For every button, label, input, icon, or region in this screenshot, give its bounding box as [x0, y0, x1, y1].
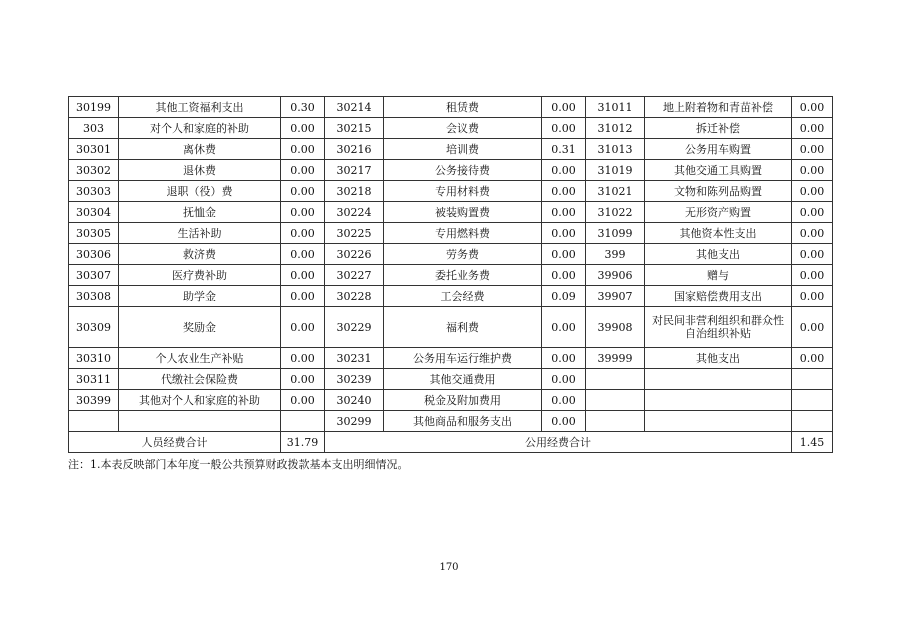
- code-cell: 30229: [325, 307, 384, 348]
- name-cell: 其他支出: [645, 348, 792, 369]
- amount-cell: 0.00: [542, 97, 586, 118]
- code-cell: 31013: [586, 139, 645, 160]
- public-total-value: 1.45: [792, 432, 833, 453]
- amount-cell: 0.00: [281, 118, 325, 139]
- amount-cell: 0.00: [542, 160, 586, 181]
- code-cell: 30305: [69, 223, 119, 244]
- table-row: [69, 97, 833, 118]
- table-note: 注：1.本表反映部门本年度一般公共预算财政拨款基本支出明细情况。: [68, 458, 409, 471]
- amount-cell: 0.00: [792, 286, 833, 307]
- code-cell: 31012: [586, 118, 645, 139]
- amount-cell: 0.00: [792, 307, 833, 348]
- code-cell: 30214: [325, 97, 384, 118]
- code-cell: 30306: [69, 244, 119, 265]
- name-cell: 救济费: [119, 244, 281, 265]
- code-cell: 30218: [325, 181, 384, 202]
- amount-cell: 0.00: [542, 411, 586, 432]
- code-cell: 30309: [69, 307, 119, 348]
- code-cell: 30303: [69, 181, 119, 202]
- totals-row: [69, 432, 833, 453]
- name-cell: 退休费: [119, 160, 281, 181]
- name-cell: 其他支出: [645, 244, 792, 265]
- amount-cell: [792, 390, 833, 411]
- amount-cell: 0.00: [542, 307, 586, 348]
- amount-cell: 0.00: [281, 223, 325, 244]
- name-cell: [645, 369, 792, 390]
- name-cell: 会议费: [384, 118, 542, 139]
- code-cell: 30226: [325, 244, 384, 265]
- amount-cell: 0.00: [281, 286, 325, 307]
- code-cell: 30227: [325, 265, 384, 286]
- amount-cell: 0.00: [281, 369, 325, 390]
- amount-cell: [792, 369, 833, 390]
- amount-cell: 0.00: [542, 223, 586, 244]
- table-row: [69, 348, 833, 369]
- table-row: [69, 181, 833, 202]
- code-cell: 30308: [69, 286, 119, 307]
- code-cell: 31011: [586, 97, 645, 118]
- code-cell: 31021: [586, 181, 645, 202]
- code-cell: 30311: [69, 369, 119, 390]
- table-row: [69, 390, 833, 411]
- amount-cell: 0.00: [542, 202, 586, 223]
- code-cell: 30307: [69, 265, 119, 286]
- name-cell: 文物和陈列品购置: [645, 181, 792, 202]
- amount-cell: 0.00: [281, 139, 325, 160]
- name-cell: 其他交通工具购置: [645, 160, 792, 181]
- name-cell: 被装购置费: [384, 202, 542, 223]
- code-cell: 30224: [325, 202, 384, 223]
- amount-cell: 0.30: [281, 97, 325, 118]
- code-cell: 31019: [586, 160, 645, 181]
- amount-cell: 0.00: [792, 97, 833, 118]
- name-cell: [645, 390, 792, 411]
- code-cell: [586, 369, 645, 390]
- name-cell: 劳务费: [384, 244, 542, 265]
- amount-cell: 0.00: [792, 244, 833, 265]
- amount-cell: 0.00: [792, 139, 833, 160]
- name-cell: 工会经费: [384, 286, 542, 307]
- amount-cell: 0.00: [542, 348, 586, 369]
- name-cell: 国家赔偿费用支出: [645, 286, 792, 307]
- code-cell: [586, 411, 645, 432]
- name-cell: 其他交通费用: [384, 369, 542, 390]
- code-cell: 30215: [325, 118, 384, 139]
- code-cell: 30217: [325, 160, 384, 181]
- personnel-total-value: 31.79: [281, 432, 325, 453]
- code-cell: 30225: [325, 223, 384, 244]
- code-cell: [69, 411, 119, 432]
- name-cell: [119, 411, 281, 432]
- name-cell: 委托业务费: [384, 265, 542, 286]
- code-cell: 30399: [69, 390, 119, 411]
- code-cell: 39906: [586, 265, 645, 286]
- name-cell: 无形资产购置: [645, 202, 792, 223]
- name-cell: 培训费: [384, 139, 542, 160]
- code-cell: 30199: [69, 97, 119, 118]
- amount-cell: 0.09: [542, 286, 586, 307]
- code-cell: 30310: [69, 348, 119, 369]
- amount-cell: 0.00: [542, 244, 586, 265]
- amount-cell: 0.00: [542, 181, 586, 202]
- table-row: [69, 118, 833, 139]
- name-cell: 租赁费: [384, 97, 542, 118]
- amount-cell: 0.00: [792, 160, 833, 181]
- name-cell: 代缴社会保险费: [119, 369, 281, 390]
- table-body: [69, 97, 833, 432]
- table-row: [69, 160, 833, 181]
- amount-cell: 0.00: [281, 348, 325, 369]
- name-cell: 其他资本性支出: [645, 223, 792, 244]
- table-row: [69, 244, 833, 265]
- name-cell: 拆迁补偿: [645, 118, 792, 139]
- name-cell: 抚恤金: [119, 202, 281, 223]
- table-row: [69, 307, 833, 348]
- code-cell: 39908: [586, 307, 645, 348]
- name-cell: 其他对个人和家庭的补助: [119, 390, 281, 411]
- code-cell: 30231: [325, 348, 384, 369]
- code-cell: 30240: [325, 390, 384, 411]
- amount-cell: 0.00: [792, 202, 833, 223]
- amount-cell: 0.00: [792, 118, 833, 139]
- amount-cell: 0.00: [281, 307, 325, 348]
- amount-cell: [281, 411, 325, 432]
- amount-cell: 0.00: [542, 265, 586, 286]
- name-cell: 医疗费补助: [119, 265, 281, 286]
- name-cell: 福利费: [384, 307, 542, 348]
- name-cell: 离休费: [119, 139, 281, 160]
- code-cell: 39907: [586, 286, 645, 307]
- amount-cell: 0.00: [792, 265, 833, 286]
- name-cell: 专用燃料费: [384, 223, 542, 244]
- name-cell: 税金及附加费用: [384, 390, 542, 411]
- code-cell: 303: [69, 118, 119, 139]
- code-cell: 31022: [586, 202, 645, 223]
- name-cell: 公务用车运行维护费: [384, 348, 542, 369]
- amount-cell: 0.00: [281, 202, 325, 223]
- table-row: [69, 202, 833, 223]
- amount-cell: 0.00: [281, 265, 325, 286]
- code-cell: 30301: [69, 139, 119, 160]
- code-cell: [586, 390, 645, 411]
- table-row: [69, 369, 833, 390]
- name-cell: 地上附着物和青苗补偿: [645, 97, 792, 118]
- amount-cell: 0.00: [792, 223, 833, 244]
- name-cell: 公务用车购置: [645, 139, 792, 160]
- amount-cell: 0.00: [542, 369, 586, 390]
- code-cell: 30228: [325, 286, 384, 307]
- name-cell: 公务接待费: [384, 160, 542, 181]
- code-cell: 30304: [69, 202, 119, 223]
- amount-cell: 0.00: [281, 181, 325, 202]
- amount-cell: 0.00: [792, 348, 833, 369]
- code-cell: 30216: [325, 139, 384, 160]
- name-cell: 其他工资福利支出: [119, 97, 281, 118]
- code-cell: 31099: [586, 223, 645, 244]
- amount-cell: 0.00: [792, 181, 833, 202]
- table-row: [69, 286, 833, 307]
- name-cell: 其他商品和服务支出: [384, 411, 542, 432]
- name-cell: [645, 411, 792, 432]
- page-number: 170: [439, 562, 459, 573]
- table-row: [69, 265, 833, 286]
- name-cell: 专用材料费: [384, 181, 542, 202]
- name-cell: 生活补助: [119, 223, 281, 244]
- amount-cell: 0.00: [542, 390, 586, 411]
- name-cell: 个人农业生产补贴: [119, 348, 281, 369]
- amount-cell: 0.00: [542, 118, 586, 139]
- personnel-total-label: 人员经费合计: [69, 432, 281, 453]
- name-cell: 退职（役）费: [119, 181, 281, 202]
- code-cell: 30302: [69, 160, 119, 181]
- amount-cell: [792, 411, 833, 432]
- name-cell: 对个人和家庭的补助: [119, 118, 281, 139]
- code-cell: 30239: [325, 369, 384, 390]
- code-cell: 39999: [586, 348, 645, 369]
- amount-cell: 0.00: [281, 160, 325, 181]
- expenditure-table: [68, 96, 833, 453]
- name-cell: 赠与: [645, 265, 792, 286]
- amount-cell: 0.31: [542, 139, 586, 160]
- name-cell: 奖励金: [119, 307, 281, 348]
- code-cell: 399: [586, 244, 645, 265]
- amount-cell: 0.00: [281, 244, 325, 265]
- table-row: [69, 139, 833, 160]
- code-cell: 30299: [325, 411, 384, 432]
- table-row: [69, 411, 833, 432]
- public-total-label: 公用经费合计: [325, 432, 792, 453]
- name-cell: 助学金: [119, 286, 281, 307]
- table-row: [69, 223, 833, 244]
- name-cell: 对民间非营利组织和群众性自治组织补贴: [645, 307, 792, 348]
- amount-cell: 0.00: [281, 390, 325, 411]
